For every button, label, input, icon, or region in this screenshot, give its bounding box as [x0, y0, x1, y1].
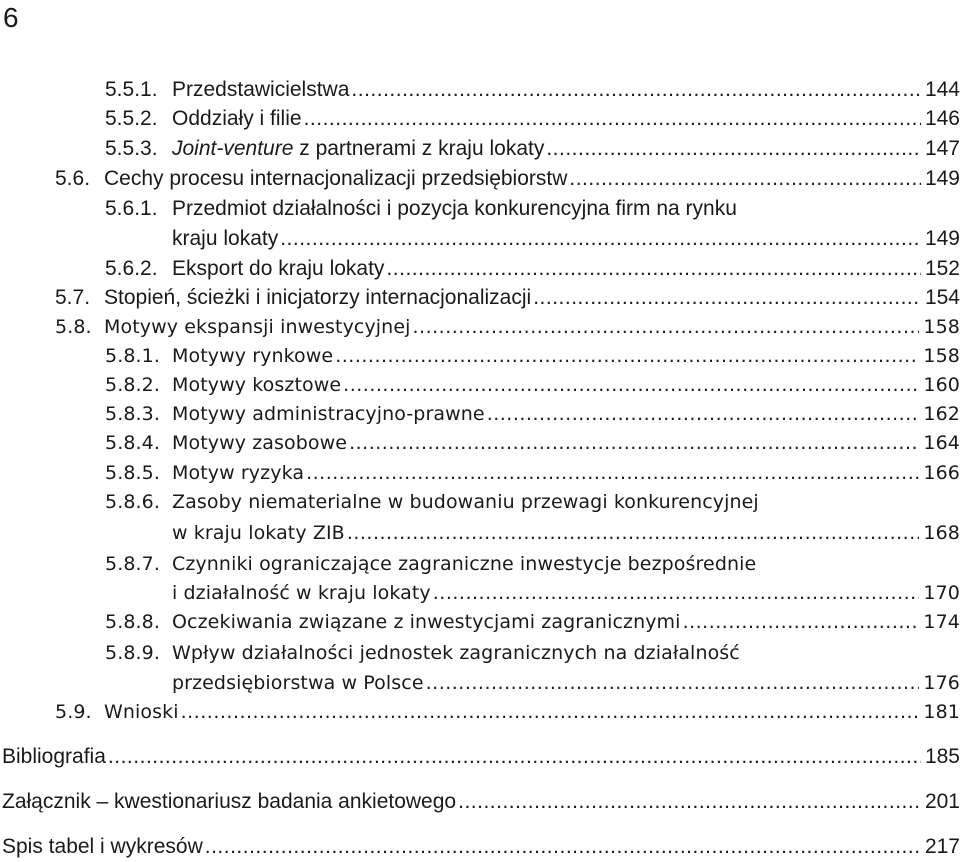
toc-entry[interactable] [105, 134, 960, 164]
toc-entry-number: 5.7. [55, 286, 91, 309]
toc-entry-title: Wnioski [104, 701, 179, 723]
toc-entry[interactable] [55, 283, 960, 313]
toc-entry-number: 5.8.1. [105, 345, 160, 367]
toc-entry-page: 168 [923, 522, 960, 544]
toc-entry[interactable] [105, 75, 960, 105]
toc-entry-number: 5.8.4. [105, 432, 160, 454]
toc-entry-page: 152 [924, 257, 960, 280]
toc-entry-title: Motywy kosztowe [172, 374, 342, 396]
toc-leader-dots [351, 75, 921, 105]
toc-entry[interactable] [105, 254, 960, 284]
toc-entry-page: 149 [924, 227, 960, 250]
toc-entry-continuation[interactable] [172, 668, 960, 698]
page-number: 6 [3, 2, 19, 33]
toc-entry[interactable] [105, 370, 960, 400]
toc-leader-dots [304, 104, 921, 134]
toc-leader-dots [343, 370, 919, 400]
toc-leader-dots [205, 832, 921, 862]
toc-entry-title: Motywy zasobowe [172, 432, 348, 454]
toc-entry-title: Stopień, ścieżki i inicjatorzy internacjonalizacji [104, 286, 532, 309]
toc-entry-title: i działalność w kraju lokaty [172, 582, 431, 604]
toc-leader-dots [426, 668, 920, 698]
toc-entry[interactable] [105, 638, 960, 668]
toc-entry[interactable] [105, 104, 960, 134]
toc-leader-dots [458, 787, 921, 817]
toc-entry-title: kraju lokaty [172, 227, 279, 250]
toc-entry-continuation[interactable] [172, 518, 960, 548]
toc-entry[interactable] [2, 832, 960, 862]
toc-entry[interactable] [105, 194, 960, 224]
toc-entry-title: Oddziały i filie [172, 107, 302, 130]
toc-entry-page: 176 [923, 672, 960, 694]
toc-leader-dots [108, 742, 921, 772]
toc-entry-number: 5.8. [55, 316, 92, 338]
toc-entry-page: 144 [924, 78, 960, 101]
toc-entry-page: 160 [923, 374, 960, 396]
toc-entry-number: 5.8.2. [105, 374, 160, 396]
toc-entry-title: Motywy ekspansji inwestycyjnej [104, 316, 411, 338]
toc-entry-title: Motywy administracyjno-prawne [172, 403, 485, 425]
toc-leader-dots [347, 518, 920, 548]
toc-entry-page: 154 [924, 286, 960, 309]
toc-entry-page: 201 [924, 790, 960, 813]
toc-entry-continuation[interactable] [172, 224, 960, 254]
toc-entry-title: Załącznik – kwestionariusz badania ankietowego [2, 790, 457, 813]
toc-entry-number: 5.5.3. [105, 137, 158, 160]
toc-entry[interactable] [55, 164, 960, 194]
toc-entry-number: 5.8.6. [105, 491, 160, 513]
toc-entry-page: 164 [923, 432, 960, 454]
toc-leader-dots [546, 134, 921, 164]
toc-entry-title: Zasoby niematerialne w budowaniu przewagi konkurencyjnej [172, 491, 759, 513]
toc-entry-number: 5.6.2. [105, 257, 158, 280]
toc-entry-title: w kraju lokaty ZIB [172, 522, 345, 544]
toc-leader-dots [487, 399, 920, 429]
toc-leader-dots [280, 224, 921, 254]
toc-entry-title [172, 134, 544, 164]
toc-leader-dots [683, 607, 920, 637]
toc-leader-dots [181, 697, 920, 727]
toc-entry-number: 5.8.8. [105, 611, 160, 633]
toc-entry-continuation[interactable] [172, 578, 960, 608]
toc-entry-number: 5.5.2. [105, 107, 158, 130]
toc-entry-title: przedsiębiorstwa w Polsce [172, 672, 424, 694]
toc-entry-page: 158 [923, 345, 960, 367]
toc-entry-page: 158 [923, 316, 960, 338]
toc-leader-dots [306, 458, 919, 488]
toc-entry-title: Wpływ działalności jednostek zagranicznych na działalność [172, 642, 740, 664]
toc-entry[interactable] [105, 428, 960, 458]
toc-entry-title: Spis tabel i wykresów [2, 835, 203, 858]
toc-entry-title-rest: z partnerami z kraju lokaty [293, 137, 545, 160]
toc-entry-page: 185 [924, 745, 960, 768]
toc-entry[interactable] [105, 399, 960, 429]
toc-entry-number: 5.6.1. [105, 197, 158, 220]
toc-entry-page: 217 [924, 835, 960, 858]
toc-entry-number: 5.9. [55, 701, 92, 723]
toc-entry-title: Przedmiot działalności i pozycja konkurencyjna firm na rynku [172, 197, 737, 220]
toc-entry-title: Eksport do kraju lokaty [172, 257, 385, 280]
toc-leader-dots [533, 283, 921, 313]
toc-entry[interactable] [105, 458, 960, 488]
toc-leader-dots [349, 428, 919, 458]
toc-entry-title: Przedstawicielstwa [172, 78, 350, 101]
toc-entry-title-italic: Joint-venture [172, 137, 294, 160]
toc-entry[interactable] [105, 607, 960, 637]
toc-entry-page: 166 [923, 462, 960, 484]
toc-entry-title: Czynniki ograniczające zagraniczne inwestycje bezpośrednie [172, 553, 757, 575]
toc-entry-number: 5.8.9. [105, 642, 160, 664]
toc-leader-dots [335, 341, 919, 371]
toc-entry-title: Motyw ryzyka [172, 462, 305, 484]
toc-entry[interactable] [55, 312, 960, 342]
toc-leader-dots [433, 578, 920, 608]
toc-entry-page: 149 [924, 167, 960, 190]
toc-leader-dots [413, 312, 920, 342]
toc-entry-title: Motywy rynkowe [172, 345, 334, 367]
toc-entry-title: Bibliografia [2, 745, 106, 768]
toc-entry-number: 5.8.7. [105, 553, 160, 575]
toc-entry-page: 146 [924, 107, 960, 130]
toc-entry-page: 181 [923, 701, 960, 723]
toc-entry[interactable] [2, 742, 960, 772]
toc-entry[interactable] [105, 341, 960, 371]
toc-entry-title: Cechy procesu internacjonalizacji przedsiębiorstw [104, 167, 568, 190]
toc-entry-number: 5.8.3. [105, 403, 160, 425]
toc-entry-number: 5.8.5. [105, 462, 160, 484]
toc-entry-title: Oczekiwania związane z inwestycjami zagranicznymi [172, 611, 681, 633]
toc-entry[interactable] [105, 487, 960, 517]
toc-entry[interactable] [2, 787, 960, 817]
toc-entry-page: 162 [923, 403, 960, 425]
toc-entry[interactable] [55, 697, 960, 727]
toc-entry-page: 174 [923, 611, 960, 633]
toc-entry-number: 5.6. [55, 167, 91, 190]
toc-entry-number: 5.5.1. [105, 78, 158, 101]
toc-entry-page: 147 [924, 137, 960, 160]
toc-entry-page: 170 [923, 582, 960, 604]
toc-entry[interactable] [105, 549, 960, 579]
toc-leader-dots [569, 164, 921, 194]
toc-leader-dots [386, 254, 921, 284]
